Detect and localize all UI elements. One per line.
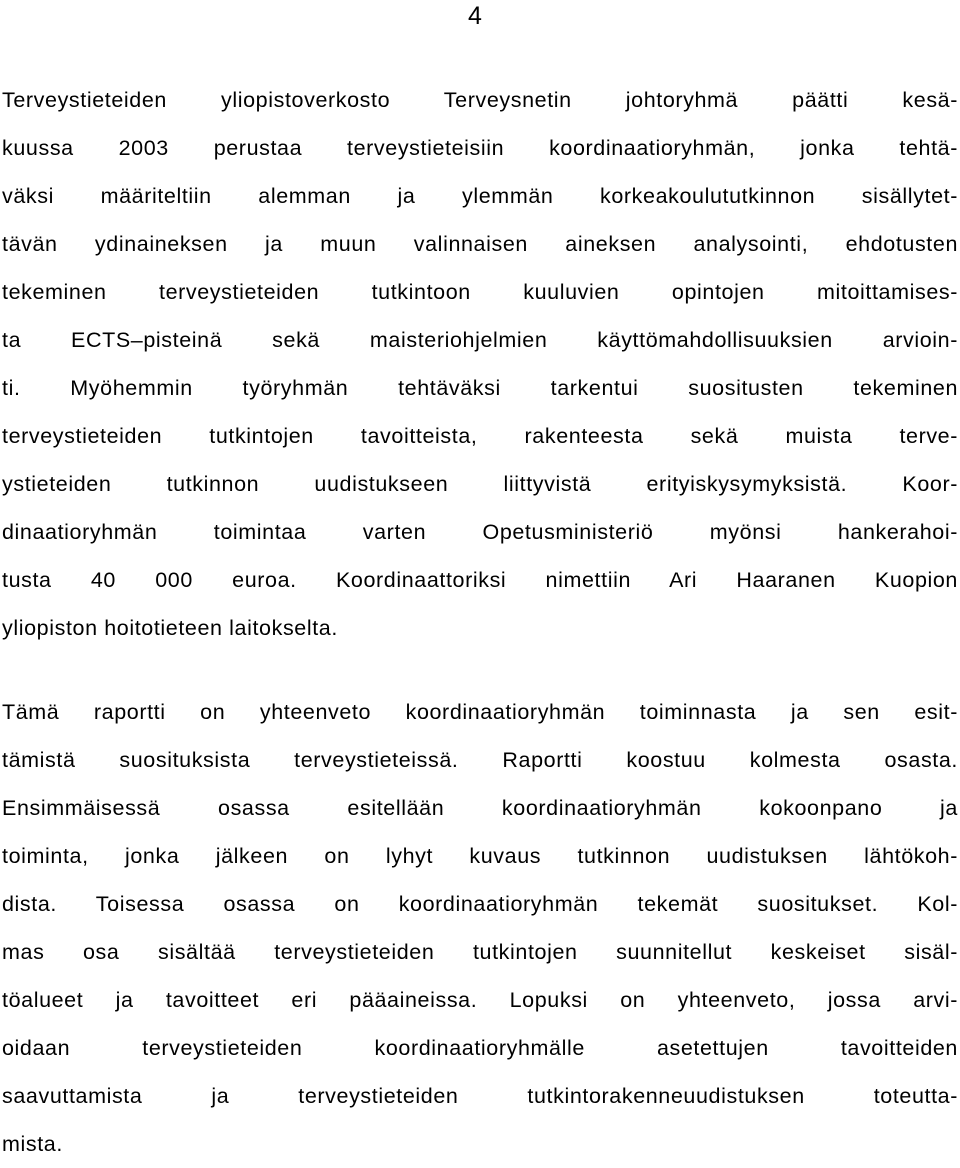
text-line: tämistä suosituksista terveystieteissä. Raportti koostuu kolmesta osasta. xyxy=(2,748,958,772)
text-line: ti. Myöhemmin työryhmän tehtäväksi tarkentui suositusten tekeminen xyxy=(2,376,958,400)
text-line: saavuttamista ja terveystieteiden tutkintorakenneuudistuksen toteutta- xyxy=(2,1084,958,1108)
text-line: mas osa sisältää terveystieteiden tutkintojen suunnitellut keskeiset sisäl- xyxy=(2,940,958,964)
page-number: 4 xyxy=(468,2,482,30)
text-line: dinaatioryhmän toimintaa varten Opetusministeriö myönsi hankerahoi- xyxy=(2,520,958,544)
text-line: ystieteiden tutkinnon uudistukseen liittyvistä erityiskysymyksistä. Koor- xyxy=(2,472,958,496)
text-line: toiminta, jonka jälkeen on lyhyt kuvaus tutkinnon uudistuksen lähtökoh- xyxy=(2,844,958,868)
text-line: tekeminen terveystieteiden tutkintoon kuuluvien opintojen mitoittamises- xyxy=(2,280,958,304)
text-line: Terveystieteiden yliopistoverkosto Terveysnetin johtoryhmä päätti kesä- xyxy=(2,88,958,112)
text-line: tävän ydinaineksen ja muun valinnaisen aineksen analysointi, ehdotusten xyxy=(2,232,958,256)
text-line: kuussa 2003 perustaa terveystieteisiin koordinaatioryhmän, jonka tehtä- xyxy=(2,136,958,160)
text-line: Tämä raportti on yhteenveto koordinaatioryhmän toiminnasta ja sen esit- xyxy=(2,700,958,724)
paragraph-1 xyxy=(2,76,958,652)
text-line: oidaan terveystieteiden koordinaatioryhmälle asetettujen tavoitteiden xyxy=(2,1036,958,1060)
text-line: töalueet ja tavoitteet eri pääaineissa. Lopuksi on yhteenveto, jossa arvi- xyxy=(2,988,958,1012)
text-line: terveystieteiden tutkintojen tavoitteista, rakenteesta sekä muista terve- xyxy=(2,424,958,448)
text-line: Ensimmäisessä osassa esitellään koordinaatioryhmän kokoonpano ja xyxy=(2,796,958,820)
text-line: mista. xyxy=(2,1132,63,1156)
paragraph-2 xyxy=(2,688,958,1168)
text-line: väksi määriteltiin alemman ja ylemmän korkeakoulututkinnon sisällytet- xyxy=(2,184,958,208)
text-line: tusta 40 000 euroa. Koordinaattoriksi nimettiin Ari Haaranen Kuopion xyxy=(2,568,958,592)
text-line: ta ECTS–pisteinä sekä maisteriohjelmien käyttömahdollisuuksien arvioin- xyxy=(2,328,958,352)
text-line: yliopiston hoitotieteen laitokselta. xyxy=(2,616,338,640)
text-line: dista. Toisessa osassa on koordinaatioryhmän tekemät suositukset. Kol- xyxy=(2,892,958,916)
